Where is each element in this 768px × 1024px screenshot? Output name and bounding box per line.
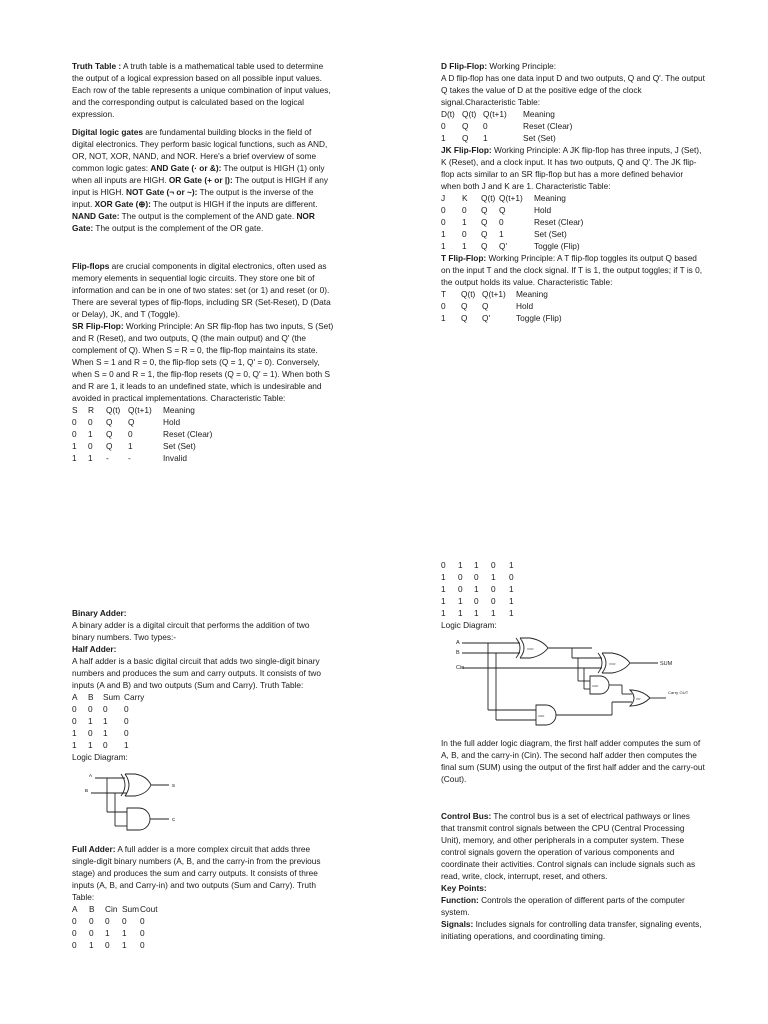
table-cell: Set (Set) xyxy=(534,229,567,239)
table-cell: 0 xyxy=(89,928,94,938)
table-cell: 1 xyxy=(124,740,129,750)
table-cell: Q(t+1) xyxy=(128,405,152,415)
table-cell: 1 xyxy=(509,584,514,594)
table-row xyxy=(72,703,154,715)
table-cell: Hold xyxy=(163,417,181,427)
nand-gate-label: NAND Gate: xyxy=(72,211,120,221)
control-bus-paragraph xyxy=(441,810,705,882)
table-row xyxy=(72,452,223,464)
jk-flip-flop-label: JK Flip-Flop: xyxy=(441,145,492,155)
table-cell: 0 xyxy=(88,441,93,451)
table-cell: 1 xyxy=(441,584,446,594)
table-cell: Meaning xyxy=(516,289,548,299)
table-cell: Q(t) xyxy=(106,405,121,415)
table-row xyxy=(72,739,154,751)
table-cell: 1 xyxy=(72,441,77,451)
binary-adder-title: Binary Adder: xyxy=(72,608,127,618)
table-cell: 0 xyxy=(140,916,145,926)
table-cell: Hold xyxy=(516,301,534,311)
full-adder-sum-label: SUM xyxy=(660,661,673,667)
table-cell: Q(t) xyxy=(481,193,496,203)
table-cell: Q xyxy=(106,441,113,451)
table-cell: 1 xyxy=(441,133,446,143)
table-cell: 0 xyxy=(88,417,93,427)
table-cell: Q(t) xyxy=(462,109,477,119)
full-adder-truth-table-continued xyxy=(441,559,529,619)
xor-gate-label: XOR Gate (⊕): xyxy=(94,199,151,209)
full-adder-explanation: In the full adder logic diagram, the first half adder computes the sum of A, B, and the carry-in (Cin). The second half adder then computes the final sum (SUM) using the output of the first half adder and the carry-out (Cout). xyxy=(441,738,705,784)
table-row xyxy=(441,240,594,252)
table-row xyxy=(72,939,160,951)
d-flip-flop-text: Working Principle: xyxy=(487,61,557,71)
and-gate-2-label: AND xyxy=(538,714,545,718)
table-cell: K xyxy=(462,193,468,203)
table-row xyxy=(72,404,223,416)
table-cell: A xyxy=(72,904,78,914)
table-cell: 0 xyxy=(491,584,496,594)
table-cell: 1 xyxy=(72,740,77,750)
table-cell: 0 xyxy=(441,205,446,215)
table-cell: 0 xyxy=(124,716,129,726)
d-flip-flop-label: D Flip-Flop: xyxy=(441,61,488,71)
table-cell: 1 xyxy=(88,740,93,750)
signals-label: Signals: xyxy=(441,919,474,929)
table-row xyxy=(441,192,594,204)
table-cell: 1 xyxy=(103,716,108,726)
signals-point xyxy=(441,918,705,942)
table-cell: Q' xyxy=(482,313,491,323)
table-cell: Toggle (Flip) xyxy=(516,313,562,323)
table-cell: Q(t) xyxy=(461,289,476,299)
table-row xyxy=(441,312,576,324)
table-cell: 0 xyxy=(72,417,77,427)
truth-table-label: Truth Table : xyxy=(72,61,122,71)
table-cell: 0 xyxy=(72,716,77,726)
half-adder-logic-diagram-label: Logic Diagram: xyxy=(72,752,128,762)
table-cell: Q xyxy=(481,205,488,215)
table-cell: Meaning xyxy=(534,193,566,203)
table-cell: 1 xyxy=(103,728,108,738)
table-row xyxy=(441,288,576,300)
sr-flip-flop-text: Working Principle: An SR flip-flop has two inputs, S (Set) and R (Reset), and two outputs, Q (the main output) and Q' (the complement of Q). When S = R = 0, the flip-flop maintains its state. When S = 1 and R = 0, the flip-flop sets (Q = 1, Q' = 0). Conversely, when S = 0 and R = 1, the flip-flop resets (Q = 0, Q' = 1). When both S and R are 1, it leads to an undefined state, which is undesirable and avoided in practical implementations. Characteristic Table: xyxy=(72,321,334,403)
table-cell: Reset (Clear) xyxy=(523,121,573,131)
table-cell: Set (Set) xyxy=(163,441,196,451)
and-gate-label: AND Gate (· or &): xyxy=(150,163,222,173)
table-cell: 0 xyxy=(491,560,496,570)
table-cell: 1 xyxy=(72,728,77,738)
table-row xyxy=(441,216,594,228)
table-row xyxy=(72,715,154,727)
and-gate-1-label: AND xyxy=(592,684,599,688)
control-bus-label: Control Bus: xyxy=(441,811,492,821)
table-cell: Meaning xyxy=(163,405,195,415)
binary-adder-text: A binary adder is a digital circuit that performs the addition of two binary numbers. Two types:- xyxy=(72,620,310,642)
half-adder-text: A half adder is a basic digital circuit that adds two single-digit binary numbers and produces the sum and carry outputs. It consists of two inputs (A and B) and two outputs (Sum and Carry). Truth Table: xyxy=(72,656,322,690)
xor-gate-1-label: XOR xyxy=(527,647,534,651)
d-flip-flop-heading xyxy=(441,60,705,72)
flip-flops-text: are crucial components in digital electronics, often used as memory elements in sequential logic circuits. They store one bit of information and can be in one of two states: set (or 1) and reset (or 0). There are several types of flip-flops, including SR (Set-Reset), D (Data or Delay), JK, and T (Toggle). xyxy=(72,261,331,319)
table-cell: 0 xyxy=(72,940,77,950)
table-row xyxy=(441,571,529,583)
table-cell: Q(t+1) xyxy=(499,193,523,203)
half-adder-diagram xyxy=(85,768,195,838)
control-bus-section xyxy=(441,810,705,942)
table-cell: Carry xyxy=(124,692,145,702)
full-adder-paragraph xyxy=(72,843,334,903)
table-cell: 1 xyxy=(483,133,488,143)
nor-gate-text: The output is the complement of the OR gate. xyxy=(93,223,264,233)
t-characteristic-table xyxy=(441,288,576,324)
table-cell: 0 xyxy=(474,572,479,582)
table-cell: 0 xyxy=(509,572,514,582)
table-cell: 0 xyxy=(458,572,463,582)
table-cell: T xyxy=(441,289,447,299)
table-cell: 0 xyxy=(72,429,77,439)
right-column xyxy=(441,60,705,324)
function-text: Controls the operation of different parts of the computer system. xyxy=(441,895,685,917)
table-cell: Q xyxy=(106,417,113,427)
table-cell: 0 xyxy=(122,916,127,926)
table-row xyxy=(72,903,160,915)
table-row xyxy=(72,727,154,739)
table-cell: Toggle (Flip) xyxy=(534,241,580,251)
table-row xyxy=(441,595,529,607)
table-cell: 0 xyxy=(491,596,496,606)
table-cell: 0 xyxy=(72,916,77,926)
table-cell: 0 xyxy=(462,205,467,215)
table-cell: 0 xyxy=(105,916,110,926)
table-cell: 0 xyxy=(103,740,108,750)
table-cell: 0 xyxy=(140,928,145,938)
table-cell: 1 xyxy=(89,940,94,950)
sr-flip-flop-paragraph xyxy=(72,320,334,404)
table-cell: Cin xyxy=(105,904,118,914)
flip-flops-label: Flip-flops xyxy=(72,261,110,271)
full-adder-cin-label: Cin xyxy=(456,665,465,671)
table-cell: 1 xyxy=(441,608,446,618)
table-row xyxy=(441,204,594,216)
table-cell: 1 xyxy=(509,608,514,618)
table-cell: 0 xyxy=(483,121,488,131)
sr-characteristic-table xyxy=(72,404,223,464)
table-row xyxy=(72,691,154,703)
table-cell: Q xyxy=(106,429,113,439)
table-cell: Q xyxy=(462,133,469,143)
table-cell: Hold xyxy=(534,205,552,215)
full-adder-text: A full adder is a more complex circuit that adds three single-digit binary numbers (A, B, and the carry-in from the previous stage) and produces the sum and carry outputs. It consists of three inputs (A, B, and Carry-in) and two outputs (Sum and Carry). Truth Table: xyxy=(72,844,321,902)
table-cell: 1 xyxy=(458,560,463,570)
truth-table-text: A truth table is a mathematical table used to determine the output of a logical expression based on all possible input values. Each row of the table represents a unique combination of input values, and the corresponding output is calculated based on the logical expression. xyxy=(72,61,331,119)
not-gate-label: NOT Gate (¬ or ~): xyxy=(125,187,198,197)
nor-gate-label: NOR Gate: xyxy=(72,211,315,233)
t-flip-flop-paragraph xyxy=(441,252,705,288)
half-adder-input-a-label: A xyxy=(89,773,93,778)
table-cell: 0 xyxy=(441,301,446,311)
table-cell: 0 xyxy=(88,728,93,738)
half-adder-title: Half Adder: xyxy=(72,644,117,654)
logic-gates-label: Digital logic gates xyxy=(72,127,143,137)
table-cell: 0 xyxy=(441,121,446,131)
table-cell: Q(t+1) xyxy=(482,289,506,299)
xor-gate-2-label: XOR xyxy=(609,662,616,666)
table-cell: 1 xyxy=(441,229,446,239)
table-cell: 1 xyxy=(458,608,463,618)
table-cell: J xyxy=(441,193,446,203)
jk-flip-flop-text: Working Principle: A JK flip-flop has three inputs, J (Set), K (Reset), and a clock input. It has two outputs, Q and Q'. The JK flip-flop acts similar to an SR flip-flop but has a more defined behavior when both J and K are 1. Characteristic Table: xyxy=(441,145,702,191)
table-cell: S xyxy=(72,405,78,415)
table-cell: 0 xyxy=(124,704,129,714)
table-row xyxy=(441,108,583,120)
table-cell: - xyxy=(106,453,109,463)
table-cell: Sum xyxy=(122,904,140,914)
table-cell: 1 xyxy=(122,928,127,938)
d-characteristic-table xyxy=(441,108,583,144)
flip-flops-section xyxy=(72,260,334,464)
full-adder-label: Full Adder: xyxy=(72,844,116,854)
table-cell: Reset (Clear) xyxy=(163,429,213,439)
table-cell: R xyxy=(88,405,94,415)
logic-gates-intro: are fundamental building blocks in the field of digital electronics. They perform basic logical functions, such as AND, OR, NOT, XOR, NAND, and NOR. Here's a brief overview of some common logic gates: xyxy=(72,127,328,173)
table-cell: 1 xyxy=(122,940,127,950)
table-cell: Q(t+1) xyxy=(483,109,507,119)
full-adder-explanation-block xyxy=(441,737,705,785)
full-adder-section xyxy=(72,843,334,951)
table-cell: Invalid xyxy=(163,453,187,463)
or-gate-text: The output is HIGH if any input is HIGH. xyxy=(72,175,329,197)
table-cell: 1 xyxy=(462,217,467,227)
table-row xyxy=(72,416,223,428)
full-adder-input-a-label: A xyxy=(456,640,460,646)
function-label: Function: xyxy=(441,895,479,905)
table-cell: Reset (Clear) xyxy=(534,217,584,227)
full-adder-truth-table xyxy=(72,903,160,951)
table-cell: 0 xyxy=(458,584,463,594)
table-cell: Cout xyxy=(140,904,158,914)
table-cell: Q' xyxy=(499,241,508,251)
table-cell: 0 xyxy=(128,429,133,439)
control-bus-text: The control bus is a set of electrical pathways or lines that transmit control signals between the CPU (Central Processing Unit), memory, and other peripherals in a computer system. These control signals govern the operation of various components and coordinate their activities. Control signals can include signals such as read, write, clock, interrupt, reset, and others. xyxy=(441,811,696,881)
half-adder-truth-table xyxy=(72,691,154,751)
function-point xyxy=(441,894,705,918)
table-cell: 0 xyxy=(441,560,446,570)
binary-adder-section xyxy=(72,607,334,763)
table-cell: 1 xyxy=(458,596,463,606)
table-cell: 0 xyxy=(124,728,129,738)
table-cell: 0 xyxy=(72,928,77,938)
table-cell: Q xyxy=(461,313,468,323)
half-adder-carry-label: C xyxy=(172,817,176,822)
table-row xyxy=(441,559,529,571)
d-flip-flop-description: A D flip-flop has one data input D and two outputs, Q and Q'. The output Q takes the value of D at the positive edge of the clock signal.Characteristic Table: xyxy=(441,73,705,107)
table-cell: Q xyxy=(462,121,469,131)
table-cell: 0 xyxy=(72,704,77,714)
table-cell: Q xyxy=(461,301,468,311)
table-cell: Q xyxy=(481,241,488,251)
left-column xyxy=(72,60,334,234)
table-row xyxy=(72,440,223,452)
table-cell: 1 xyxy=(491,608,496,618)
table-cell: Meaning xyxy=(523,109,555,119)
table-cell: 1 xyxy=(474,584,479,594)
not-gate-text: The output is the inverse of the input. xyxy=(72,187,314,209)
table-cell: 0 xyxy=(105,940,110,950)
table-cell: 0 xyxy=(441,217,446,227)
table-row xyxy=(441,300,576,312)
xor-gate-text: The output is HIGH if the inputs are different. xyxy=(150,199,318,209)
table-cell: 0 xyxy=(103,704,108,714)
nand-gate-text: The output is the complement of the AND gate. xyxy=(119,211,297,221)
table-cell: 1 xyxy=(88,453,93,463)
table-row xyxy=(72,915,160,927)
and-gate-text: The output is HIGH (1) only when all inputs are HIGH. xyxy=(72,163,325,185)
t-flip-flop-label: T Flip-Flop: xyxy=(441,253,487,263)
table-cell: 1 xyxy=(509,596,514,606)
table-cell: Q xyxy=(482,301,489,311)
table-cell: 1 xyxy=(462,241,467,251)
table-cell: Q xyxy=(481,217,488,227)
table-row xyxy=(441,132,583,144)
table-cell: 1 xyxy=(474,608,479,618)
jk-flip-flop-paragraph xyxy=(441,144,705,192)
full-adder-carry-out-label: Carry OUT xyxy=(668,690,689,695)
table-row xyxy=(72,927,160,939)
table-cell: 0 xyxy=(140,940,145,950)
full-adder-diagram xyxy=(452,634,702,734)
signals-text: Includes signals for controlling data transfer, signaling events, initiating operations, and coordinating timing. xyxy=(441,919,702,941)
truth-table-paragraph xyxy=(72,60,334,120)
table-cell: B xyxy=(88,692,94,702)
full-adder-continued xyxy=(441,559,705,631)
table-cell: 1 xyxy=(441,313,446,323)
table-cell: Sum xyxy=(103,692,121,702)
table-cell: - xyxy=(128,453,131,463)
table-cell: 1 xyxy=(491,572,496,582)
table-cell: 1 xyxy=(88,429,93,439)
half-adder-input-b-label: B xyxy=(85,788,89,793)
table-cell: Set (Set) xyxy=(523,133,556,143)
table-row xyxy=(441,583,529,595)
table-cell: Q xyxy=(128,417,135,427)
table-cell: Q xyxy=(481,229,488,239)
table-row xyxy=(72,428,223,440)
table-cell: 1 xyxy=(105,928,110,938)
table-cell: 1 xyxy=(441,572,446,582)
logic-gates-paragraph xyxy=(72,126,334,234)
t-flip-flop-text: Working Principle: A T flip-flop toggles its output Q based on the input T and the clock signal. If T is 1, the output toggles; if T is 0, the output holds its value. Characteristic Table: xyxy=(441,253,703,287)
table-cell: 0 xyxy=(89,916,94,926)
half-adder-sum-label: S xyxy=(172,783,176,788)
table-cell: 1 xyxy=(128,441,133,451)
table-row xyxy=(441,120,583,132)
table-cell: 0 xyxy=(474,596,479,606)
table-cell: D(t) xyxy=(441,109,455,119)
table-cell: 0 xyxy=(499,217,504,227)
flip-flops-paragraph xyxy=(72,260,334,320)
full-adder-logic-diagram-label: Logic Diagram: xyxy=(441,620,497,630)
jk-characteristic-table xyxy=(441,192,594,252)
table-cell: 1 xyxy=(88,716,93,726)
table-cell: 1 xyxy=(509,560,514,570)
table-cell: 1 xyxy=(499,229,504,239)
sr-flip-flop-label: SR Flip-Flop: xyxy=(72,321,124,331)
table-cell: 1 xyxy=(474,560,479,570)
or-gate-label: OR Gate (+ or |): xyxy=(168,175,233,185)
table-cell: 1 xyxy=(441,596,446,606)
table-cell: A xyxy=(72,692,78,702)
table-row xyxy=(441,607,529,619)
table-cell: 0 xyxy=(88,704,93,714)
table-cell: Q xyxy=(499,205,506,215)
table-cell: 0 xyxy=(462,229,467,239)
table-row xyxy=(441,228,594,240)
or-gate-label: OR xyxy=(636,697,641,701)
full-adder-input-b-label: B xyxy=(456,650,460,656)
table-cell: 1 xyxy=(72,453,77,463)
table-cell: 1 xyxy=(441,241,446,251)
key-points-heading: Key Points: xyxy=(441,883,487,893)
table-cell: B xyxy=(89,904,95,914)
